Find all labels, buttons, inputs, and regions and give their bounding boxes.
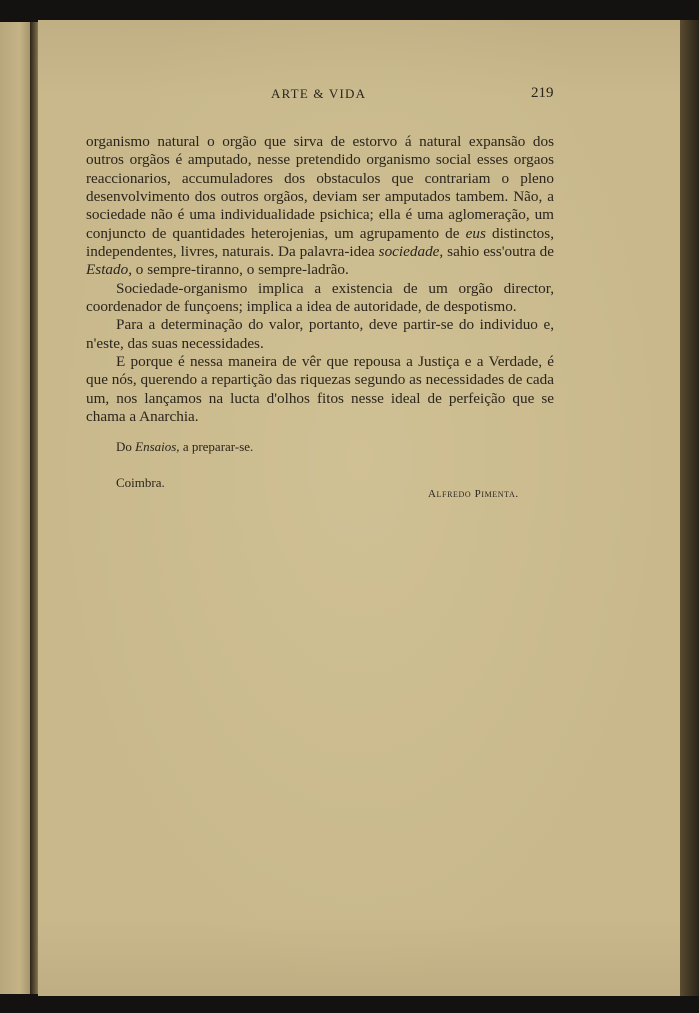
paragraph-2	[86, 280, 554, 317]
text-run: Para a determinação do valor, portanto, deve partir-se do individuo e, n'este, das suas necessidades.	[86, 316, 554, 352]
text-run: E porque é nessa maneira de vêr que repousa a Justiça e a Verdade, é que nós, querendo a repartição das riquezas segundo as necessidades de cada um, nos lançamos na lucta d'olhos fitos nesse ideal de perfeição que se chama a Anarchia.	[86, 353, 554, 426]
page-outer-edge	[680, 20, 699, 996]
paragraph-1	[86, 133, 554, 280]
text-run: o sempre-tiranno, o sempre-ladrão.	[132, 261, 349, 279]
body-text	[86, 133, 554, 427]
text-run: Sociedade-organismo implica a existencia de um orgão director, coordenador de funçoens; implica a idea de autoridade, de despotismo.	[86, 279, 554, 316]
text-run: distinctos, independentes, livres, naturais. Da palavra-idea	[86, 224, 554, 261]
paragraph-4	[86, 353, 554, 426]
note-suffix: a preparar-se.	[179, 439, 254, 454]
italic-term-estado: Estado,	[86, 261, 132, 279]
text-run: organismo natural o orgão que sirva de estorvo á natural expansão dos outros orgãos é amputado, nesse pretendido organismo social esses orgaos reaccionarios, accumuladores dos obstaculos que contrariam o pleno desenvolvimento dos outros orgãos, deviam ser amputados tambem. Não, a sociedade não é uma individualidade psichica; ella é uma aglomeração, um conjuncto de quantidades heterojenias, um agrupamento de	[86, 133, 554, 242]
italic-term-sociedade: sociedade,	[378, 243, 444, 261]
author-signature: Alfredo Pimenta.	[428, 488, 519, 500]
place-line: Coimbra.	[116, 475, 165, 490]
italic-term-eus: eus	[465, 224, 486, 242]
page-number: 219	[531, 85, 554, 101]
note-ensaios-title: Ensaios,	[135, 439, 180, 454]
running-title: ARTE & VIDA	[271, 86, 367, 101]
text-run: sahio ess'outra de	[443, 243, 554, 261]
paragraph-3	[86, 316, 554, 353]
note-ensaios	[116, 439, 253, 455]
note-prefix: Do	[116, 439, 136, 454]
previous-page-edge	[0, 22, 33, 994]
